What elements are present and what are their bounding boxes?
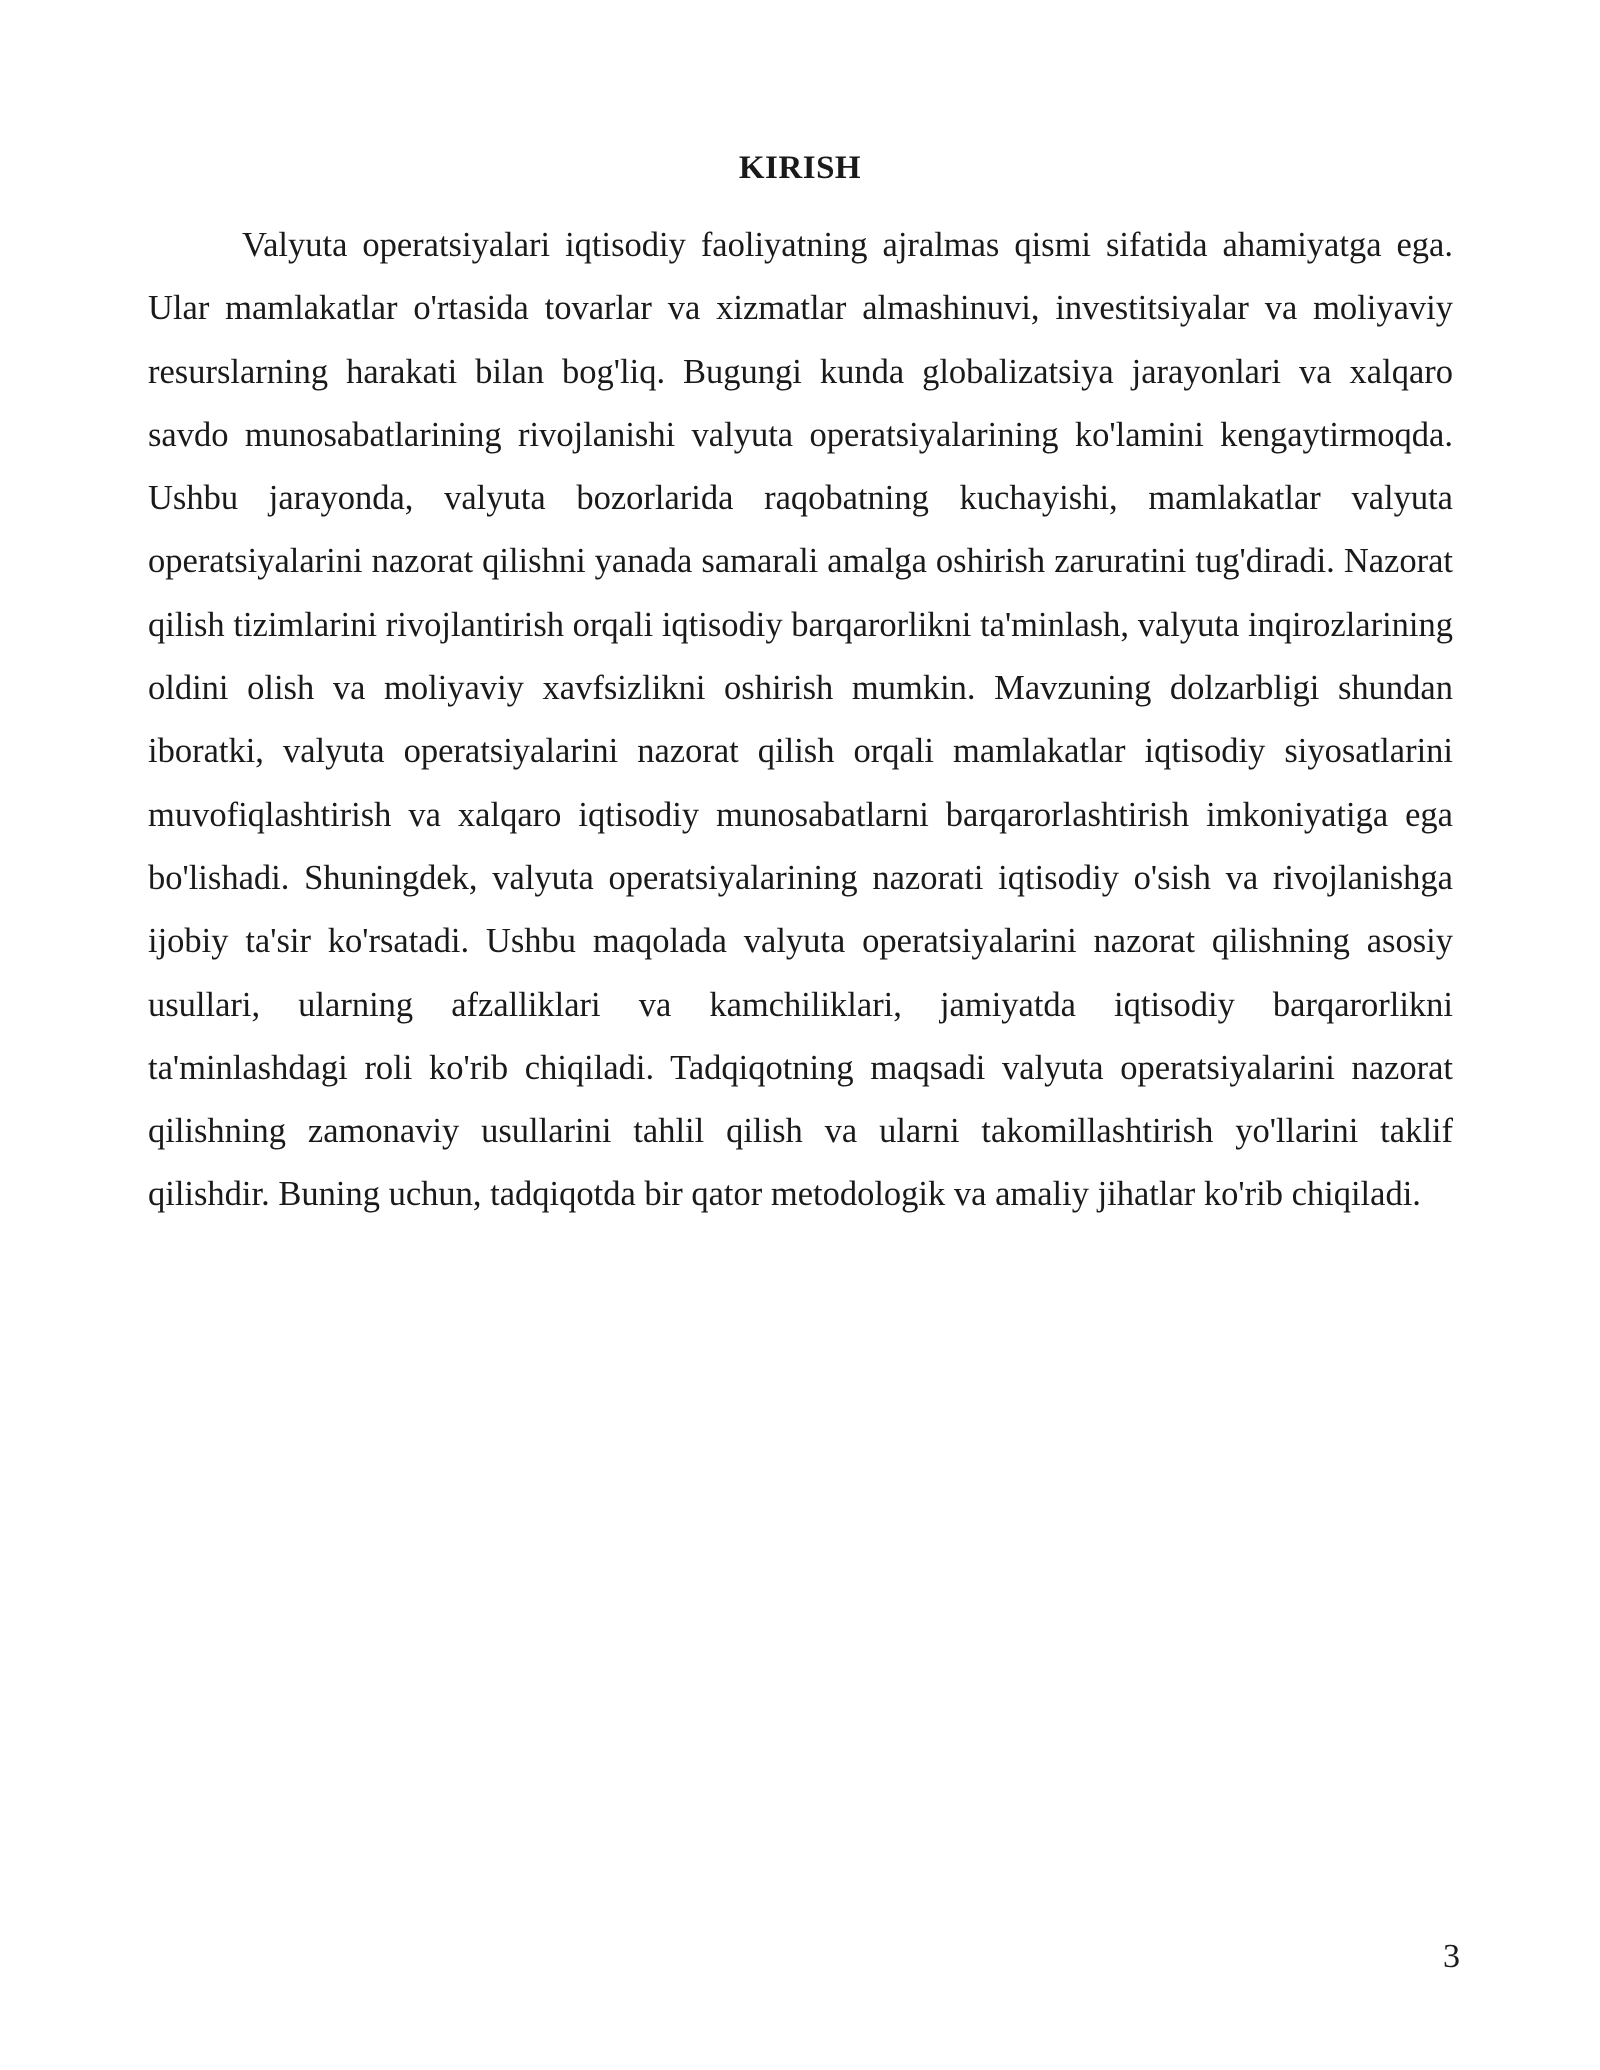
section-heading: KIRISH: [738, 150, 862, 186]
page-number: 3: [1443, 1938, 1460, 1975]
body-paragraph: Valyuta operatsiyalari iqtisodiy faoliyatning ajralmas qismi sifatida ahamiyatga ega. Ular mamlakatlar o'rtasida tovarlar va xizmatlar almashinuvi, investitsiyalar va moliyaviy resurslarning harakati bilan bog'liq. Bugungi kunda globalizatsiya jarayonlari va xalqaro savdo munosabatlarining rivojlanishi valyuta operatsiyalarining ko'lamini kengaytirmoqda. Ushbu jarayonda, valyuta bozorlarida raqobatning kuchayishi, mamlakatlar valyuta operatsiyalarini nazorat qilishni yanada samarali amalga oshirish zaruratini tug'diradi. Nazorat qilish tizimlarini rivojlantirish orqali iqtisodiy barqarorlikni ta'minlash, valyuta inqirozlarining oldini olish va moliyaviy xavfsizlikni oshirish mumkin. Mavzuning dolzarbligi shundan iboratki, valyuta operatsiyalarini nazorat qilish orqali mamlakatlar iqtisodiy siyosatlarini muvofiqlashtirish va xalqaro iqtisodiy munosabatlarni barqarorlashtirish imkoniyatiga ega bo'lishadi. Shuningdek, valyuta operatsiyalarining nazorati iqtisodiy o'sish va rivojlanishga ijobiy ta'sir ko'rsatadi. Ushbu maqolada valyuta operatsiyalarini nazorat qilishning asosiy usullari, ularning afzalliklari va kamchiliklari, jamiyatda iqtisodiy barqarorlikni ta'minlashdagi roli ko'rib chiqiladi. Tadqiqotning maqsadi valyuta operatsiyalarini nazorat qilishning zamonaviy usullarini tahlil qilish va ularni takomillashtirish yo'llarini taklif qilishdir. Buning uchun, tadqiqotda bir qator metodologik va amaliy jihatlar ko'rib chiqiladi.: [148, 226, 1453, 1214]
